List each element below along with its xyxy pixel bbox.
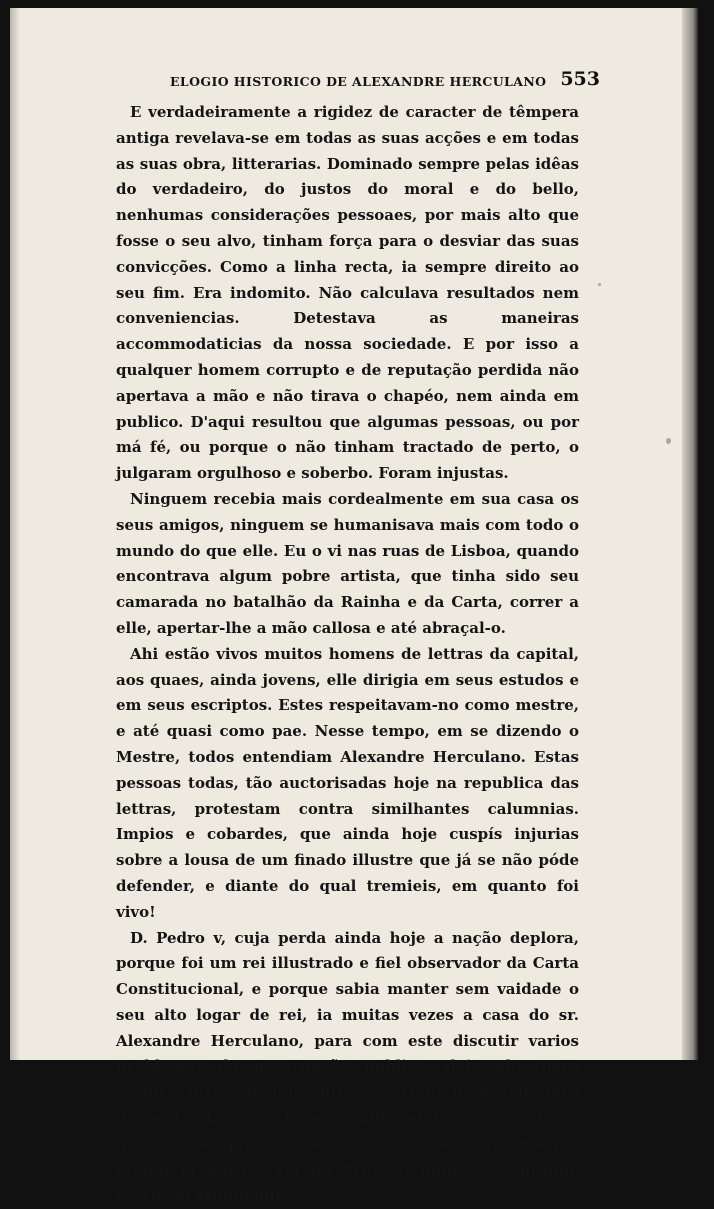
page-right-edge: [682, 8, 698, 1060]
page-number: 553: [560, 68, 600, 90]
page-header: [170, 66, 600, 96]
ink-speck: [666, 438, 671, 444]
book-page: [10, 8, 698, 1060]
paragraph-2: Ninguem recebia mais cordealmente em sua casa os seus amigos, ninguem se humanisava mais com todo o mundo do que elle. Eu o vi nas ruas de Lisboa, quando encontrava algum pobre artista, que tinha sido seu camarada no batalhão da Rainha e da Carta, correr a elle, apertar-lhe a mão callosa e até abraçal-o.: [116, 487, 579, 642]
page-left-shadow: [10, 8, 20, 1060]
running-title: ELOGIO HISTORICO DE ALEXANDRE HERCULANO: [170, 74, 546, 89]
paragraph-3: Ahi estão vivos muitos homens de lettras da capital, aos quaes, ainda jovens, elle dirigia em seus estudos e em seus escriptos. Estes respeitavam-no como mestre, e até quasi como pae. Nesse tempo, em se dizendo o Mestre, todos entendiam Alexandre Herculano. Estas pessoas todas, tão auctorisadas hoje na republica das lettras, protestam contra similhantes calumnias. Impios e cobardes, que ainda hoje cuspís injurias sobre a lousa de um finado illustre que já se não póde defender, e diante do qual tremieis, em quanto foi vivo!: [116, 642, 579, 926]
paragraph-4: D. Pedro v, cuja perda ainda hoje a nação deplora, porque foi um rei illustrado e fiel observador da Carta Constitucional, e porque sabia manter sem vaidade o seu alto logar de rei, ia muitas vezes a casa do sr. Alexandre Herculano, para com este discutir varios problemas da governação publica, deixando, para assim o dizer, quando entrava, a regia majestade fóra da porta da casa. Este grande rei honrava assim o grande escriptor do seu reinado, como no mesmo tempo Frederico, rei da Prussia, honrava o grande escriptor Humboldt.: [116, 926, 579, 1209]
body-text: [116, 100, 579, 1209]
paragraph-1: E verdadeiramente a rigidez de caracter de têmpera antiga revelava-se em todas as suas acções e em todas as suas obra, litterarias. Dominado sempre pelas idêas do verdadeiro, do justos do moral e do bello, nenhumas considerações pessoaes, por mais alto que fosse o seu alvo, tinham força para o desviar das suas convicções. Como a linha recta, ia sempre direito ao seu fim. Era indomito. Não calculava resultados nem conveniencias. Detestava as maneiras accommodaticias da nossa sociedade. E por isso a qualquer homem corrupto e de reputação perdida não apertava a mão e não tirava o chapéo, nem ainda em publico. D'aqui resultou que algumas pessoas, ou por má fé, ou porque o não tinham tractado de perto, o julgaram orgulhoso e soberbo. Foram injustas.: [116, 100, 579, 487]
ink-speck: [598, 283, 601, 286]
